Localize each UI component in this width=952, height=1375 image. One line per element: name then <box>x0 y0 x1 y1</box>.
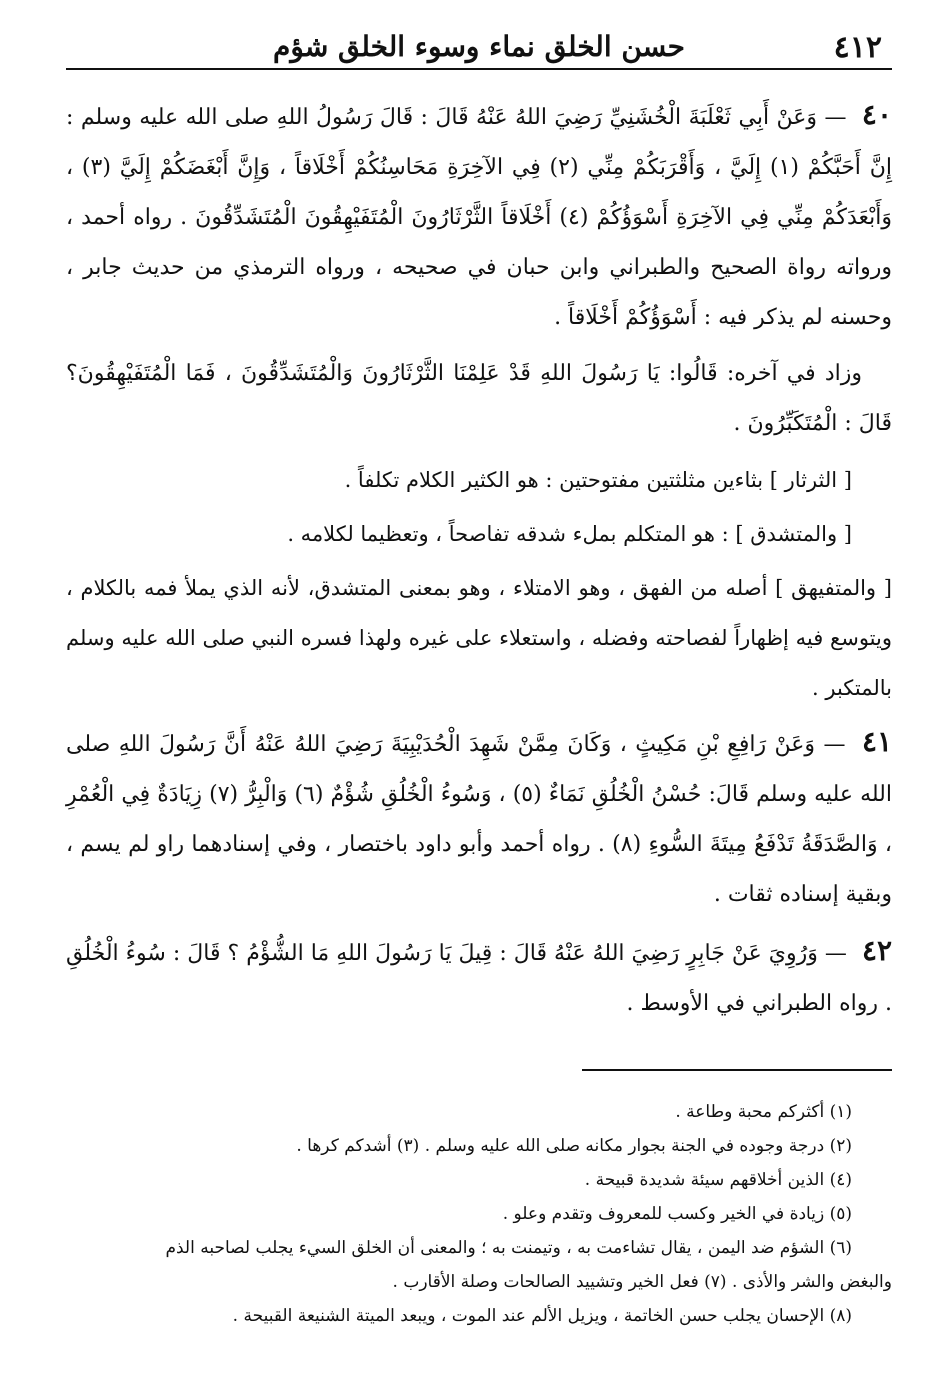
hadith-text: وَعَنْ رَافِعِ بْنِ مَكِيثٍ ، وَكَانَ مِمَّنْ شَهِدَ الْحُدَيْبِيَةَ رَضِيَ اللهُ عَنْهُ أَنَّ رَسُولَ اللهِ صلى الله عليه وسلم قَالَ: حُسْنُ الْخُلُقِ نَمَاءٌ (٥) ، وَسُوءُ الْخُلُقِ شُؤْمٌ (٦) وَالْبِرُّ (٧) زِيَادَةٌ فِي الْعُمْرِ ، وَالصَّدَقَةُ تَدْفَعُ مِيتَةَ السُّوءِ (٨) . رواه أحمد وأبو داود باختصار ، وفي إسنادهما راو لم يسم ، وبقية إسناده ثقات . <box>66 732 893 907</box>
page-number: ٤١٢ <box>833 30 882 65</box>
footnote-2-3: (٢) درجة وجوده في الجنة بجوار مكانه صلى الله عليه وسلم . (٣) أشدكم كرها . <box>296 1136 852 1156</box>
hadith-40 <box>66 90 892 343</box>
main-text <box>66 90 892 1029</box>
hadith-text: وَعَنْ أَبِي ثَعْلَبَةَ الْخُشَنِيِّ رَضِيَ اللهُ عَنْهُ قَالَ : قَالَ رَسُولُ اللهِ صلى الله عليه وسلم : إِنَّ أَحَبَّكُمْ (١) إِلَيَّ ، وَأَقْرَبَكُمْ مِنِّي (٢) فِي الآخِرَةِ مَحَاسِنُكُمْ أَخْلَاقاً ، وَإِنَّ أَبْغَضَكُمْ إِلَيَّ (٣) ، وَأَبْعَدَكُمْ مِنِّي فِي الآخِرَةِ أَسْوَؤُكُمْ (٤) أَخْلَاقاً الثَّرْثَارُونَ الْمُتَفَيْهِقُونَ الْمُتَشَدِّقُونَ . رواه أحمد ، ورواته رواة الصحيح والطبراني وابن حبان في صحيحه ، ورواه الترمذي من حديث جابر ، وحسنه لم يذكر فيه : أَسْوَؤُكُمْ أَخْلَاقاً . <box>66 105 893 330</box>
running-title: حسن الخلق نماء وسوء الخلق شؤم <box>273 30 685 63</box>
footnote-4: (٤) الذين أخلاقهم سيئة شديدة قبيحة . <box>584 1170 852 1190</box>
gloss-mutafayhiq: [ والمتفيهق ] أصله من الفهق ، وهو الامتلاء ، وهو بمعنى المتشدق، لأنه الذي يملأ فمه بالكلام ، ويتوسع فيه إظهاراً لفصاحته وفضله ، واستعلاء على غيره ولهذا فسره النبي صلى الله عليه وسلم بالمتكبر . <box>66 576 892 700</box>
hadith-41 <box>66 717 892 920</box>
addition-paragraph: وزاد في آخره: قَالُوا: يَا رَسُولَ اللهِ قَدْ عَلِمْنَا الثَّرْثَارُونَ وَالْمُتَشَدِّقُونَ ، فَمَا الْمُتَفَيْهِقُونَ؟ قَالَ : الْمُتَكَبِّرُونَ . <box>66 361 892 436</box>
footnote-5: (٥) زيادة في الخير وكسب للمعروف وتقدم وعلو . <box>502 1204 852 1224</box>
hadith-dash: — <box>824 105 847 130</box>
footnote-1: (١) أكثركم محبة وطاعة . <box>675 1102 852 1122</box>
header-rule <box>66 68 892 70</box>
hadith-number: ٤١ <box>861 725 893 758</box>
hadith-number: ٤٠ <box>861 98 892 131</box>
footnote-6: (٦) الشؤم ضد اليمن ، يقال تشاءمت به ، وتيمنت به ؛ والمعنى أن الخلق السيء يجلب لصاحبه الذم <box>165 1238 852 1258</box>
hadith-42 <box>66 926 892 1029</box>
footnote-8: (٨) الإحسان يجلب حسن الخاتمة ، ويزيل الألم عند الموت ، ويبعد الميتة الشنيعة القبيحة . <box>232 1306 852 1326</box>
footnote-separator <box>582 1069 892 1071</box>
gloss-tharthar: [ الثرثار ] بثاءين مثلثتين مفتوحتين : هو الكثير الكلام تكلفاً . <box>344 468 852 492</box>
hadith-text: وَرُوِيَ عَنْ جَابِرٍ رَضِيَ اللهُ عَنْهُ قَالَ : قِيلَ يَا رَسُولَ اللهِ مَا الشُّؤْمُ ؟ قَالَ : سُوءُ الْخُلُقِ . رواه الطبراني في الأوسط . <box>66 941 892 1016</box>
footnote-6-7-continued: والبغض والشر والأذى . (٧) فعل الخير وتشييد الصالحات وصلة الأقارب . <box>392 1272 892 1292</box>
hadith-dash: — <box>824 941 847 966</box>
page-header <box>66 28 892 70</box>
gloss-mutashaddiq: [ والمتشدق ] : هو المتكلم بملء شدقه تفاصحاً ، وتعظيما لكلامه . <box>287 522 852 546</box>
hadith-number: ٤٢ <box>861 934 893 967</box>
footnotes <box>66 1095 892 1333</box>
hadith-dash: — <box>823 732 846 757</box>
